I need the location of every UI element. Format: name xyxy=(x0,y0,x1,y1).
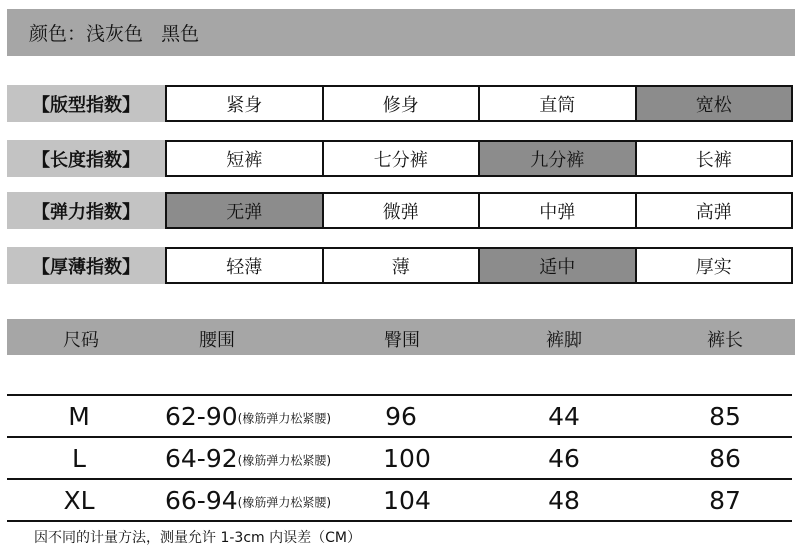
waist-cell xyxy=(165,402,331,431)
length-index-row xyxy=(7,140,795,177)
waist-note: (橡筋弹力松紧腰) xyxy=(237,495,332,510)
size-cell: XL xyxy=(63,486,95,515)
thickness-option-thin: 薄 xyxy=(324,249,481,282)
header-length: 裤长 xyxy=(707,330,743,351)
table-row xyxy=(7,438,795,480)
stretch-option-medium: 中弹 xyxy=(480,194,637,227)
length-index-label: 【长度指数】 xyxy=(7,140,165,177)
stretch-option-high: 高弹 xyxy=(695,201,732,223)
stretch-option-slight: 微弹 xyxy=(324,194,481,227)
measurement-note: 因不同的计量方法，测量允许 1-3cm 内误差（CM） xyxy=(34,530,361,546)
length-cell: 86 xyxy=(709,444,741,473)
length-index-options xyxy=(165,140,793,177)
waist-cell xyxy=(165,486,331,515)
hem-cell: 48 xyxy=(548,486,580,515)
waist-value: 66-94 xyxy=(165,486,238,515)
size-cell: L xyxy=(72,444,86,473)
header-size: 尺码 xyxy=(63,330,99,351)
fit-option-slim: 修身 xyxy=(324,87,481,120)
table-row xyxy=(7,396,795,438)
thickness-option-thick: 厚实 xyxy=(695,256,732,278)
stretch-index-label: 【弹力指数】 xyxy=(7,192,165,229)
thickness-option-light: 轻薄 xyxy=(167,249,324,282)
thickness-option-medium: 适中 xyxy=(480,249,637,282)
length-option-ankle: 九分裤 xyxy=(480,142,637,175)
header-waist: 腰围 xyxy=(199,330,235,351)
stretch-option-none: 无弹 xyxy=(167,194,324,227)
length-option-full: 长裤 xyxy=(695,149,732,171)
fit-option-loose: 宽松 xyxy=(637,87,792,120)
thickness-index-options xyxy=(165,247,793,284)
fit-option-tight: 紧身 xyxy=(167,87,324,120)
fit-index-options xyxy=(165,85,793,122)
header-hip: 臀围 xyxy=(384,330,420,351)
waist-value: 62-90 xyxy=(165,402,238,431)
length-option-shorts: 短裤 xyxy=(167,142,324,175)
thickness-index-label: 【厚薄指数】 xyxy=(7,247,165,284)
length-cell: 87 xyxy=(709,486,741,515)
header-hem: 裤脚 xyxy=(546,330,582,351)
fit-option-straight: 直筒 xyxy=(480,87,637,120)
length-option-capri: 七分裤 xyxy=(324,142,481,175)
fit-index-label: 【版型指数】 xyxy=(7,85,165,122)
size-table-header xyxy=(7,319,795,355)
hip-cell: 100 xyxy=(383,444,431,473)
hip-cell: 96 xyxy=(385,402,417,431)
stretch-index-row xyxy=(7,192,795,229)
size-cell: M xyxy=(68,402,90,431)
waist-note: (橡筋弹力松紧腰) xyxy=(237,453,332,468)
hem-cell: 46 xyxy=(548,444,580,473)
hem-cell: 44 xyxy=(548,402,580,431)
table-row xyxy=(7,480,795,522)
waist-cell xyxy=(165,444,331,473)
color-options-bar: 颜色：浅灰色 黑色 xyxy=(7,9,795,56)
waist-note: (橡筋弹力松紧腰) xyxy=(237,411,332,426)
fit-index-row xyxy=(7,85,795,122)
hip-cell: 104 xyxy=(383,486,431,515)
waist-value: 64-92 xyxy=(165,444,238,473)
thickness-index-row xyxy=(7,247,795,284)
length-cell: 85 xyxy=(709,402,741,431)
stretch-index-options xyxy=(165,192,793,229)
